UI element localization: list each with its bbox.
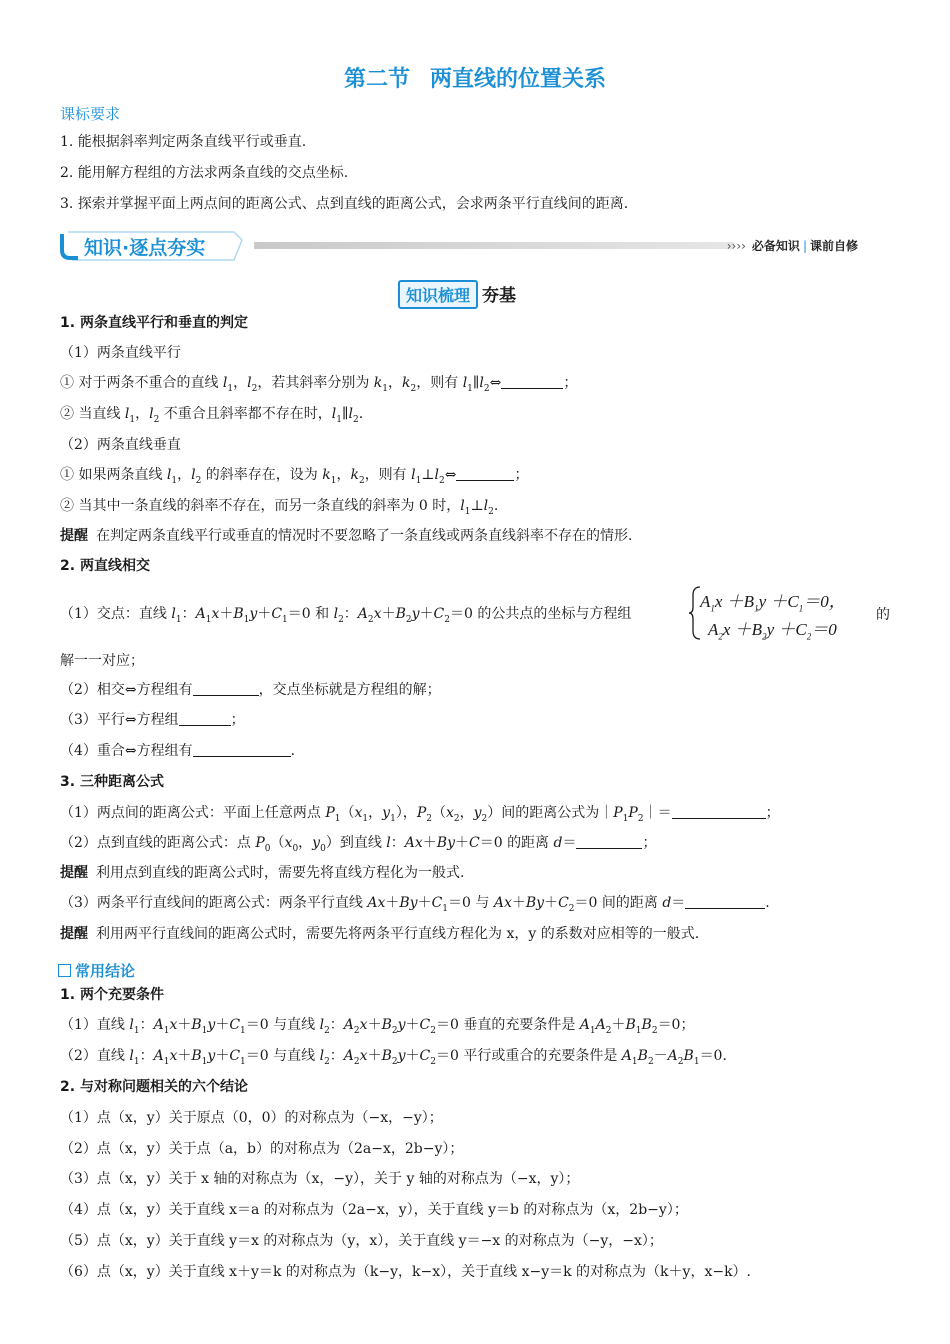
blank-coincide[interactable] xyxy=(193,742,291,757)
banner-divider xyxy=(254,242,734,249)
symmetry-item-4: （4）点（x，y）关于直线 x＝a 的对称点为（2a−x，y），关于直线 y＝b 的对称点为（x，2b−y）； xyxy=(60,1202,688,1218)
tip-label: 提醒 xyxy=(60,528,88,544)
banner-right-label-1: 必备知识 xyxy=(751,239,800,253)
tip-label: 提醒 xyxy=(60,926,88,942)
kebiao-item-3: 3. 探索并掌握平面上两点间的距离公式、点到直线的距离公式，会求两条平行直线间的距离. xyxy=(60,196,629,212)
sub-banner xyxy=(398,280,516,308)
s2-p1-cont: 解一一对应； xyxy=(60,653,144,669)
s3-heading: 3. 三种距离公式 xyxy=(60,774,164,790)
title-topic: 两直线的位置关系 xyxy=(430,67,607,92)
s2-p3: （3）平行⇔方程组 ； xyxy=(60,712,245,728)
s1-d: ② 当其中一条直线的斜率不存在，而另一条直线的斜率为 0 时，$l_1\perp l_2$. xyxy=(60,498,499,517)
kebiao-heading: 课标要求 xyxy=(60,105,121,123)
common-c1: （1）直线 $l_1$：$A_1x+B_1y+C_1=0$ 与直线 $l_2$：$A_2x+B_2y+C_2=0$ 垂直的充要条件是 $A_1A_2+B_1B_2=0$； xyxy=(60,1017,695,1036)
s3-p1: （1）两点间的距离公式：平面上任意两点 $P_1(x_1$，$y_1$），$P_2(x_2$，$y_2$）间的距离公式为$|P_1P_2|=$ ； xyxy=(60,805,780,824)
s2-p1: （1）交点：直线 $l_1$：$A_1x+B_1y+C_1=0$ 和 $l_2$：$A_2x+B_2y+C_2=0$ 的公共点的坐标与方程组 xyxy=(60,606,632,625)
blank-perpendicular[interactable] xyxy=(456,466,514,481)
blank-intersect[interactable] xyxy=(193,681,259,696)
common-h2: 2. 与对称问题相关的六个结论 xyxy=(60,1079,248,1095)
banner-title: 知识·逐点夯实 xyxy=(84,237,206,259)
kebiao-item-1: 1. 能根据斜率判定两条直线平行或垂直. xyxy=(60,134,307,150)
equation-system xyxy=(688,585,873,641)
sub-banner-boxed: 知识梳理 xyxy=(398,280,478,309)
symmetry-item-6: （6）点（x，y）关于直线 x＋y＝k 的对称点为（k−y，k−x），关于直线 x−y＝k 的对称点为（k＋y，x−k）. xyxy=(60,1264,752,1280)
s1-a: ① 对于两条不重合的直线 $l_1$，$l_2$，若其斜率分别为 $k_1$，$k_2$，则有 $l_1\parallel l_2\Leftrightarrow$ ； xyxy=(60,375,578,394)
banner-separator: | xyxy=(802,239,807,253)
s3-p2: （2）点到直线的距离公式：点 $P_0(x_0$，$y_0$）到直线 l：Ax＋By＋C＝0 的距离 d＝ ； xyxy=(60,835,657,854)
blank-two-point-distance[interactable] xyxy=(672,804,766,819)
s1-p1: （1）两条直线平行 xyxy=(60,345,181,361)
s2-p1-de: 的 xyxy=(876,607,890,623)
page-title xyxy=(0,62,950,93)
s3-p3: （3）两条平行直线间的距离公式：两条平行直线 $Ax+By+C_1=0$ 与 $Ax+By+C_2=0$ 间的距离 d＝ . xyxy=(60,895,770,914)
blank-point-line-distance[interactable] xyxy=(576,834,642,849)
title-section: 第二节 xyxy=(343,67,410,92)
s1-p2: （2）两条直线垂直 xyxy=(60,437,181,453)
sub-banner-plain: 夯基 xyxy=(482,286,517,306)
symmetry-item-2: （2）点（x，y）关于点（a，b）的对称点为（2a−x，2b−y）； xyxy=(60,1141,464,1157)
blank-parallel[interactable] xyxy=(501,374,563,389)
common-heading: 常用结论 xyxy=(58,960,135,981)
blank-parallel-distance[interactable] xyxy=(685,894,765,909)
symmetry-item-3: （3）点（x，y）关于 x 轴的对称点为（x，−y），关于 y 轴的对称点为（−x，y）； xyxy=(60,1171,580,1187)
equation-1: $A_1x +B_1y +C_1=0$， xyxy=(700,592,846,614)
s2-p2: （2）相交⇔方程组有 ，交点坐标就是方程组的解； xyxy=(60,682,441,698)
checkbox-square-icon xyxy=(58,964,71,977)
section-banner xyxy=(58,228,898,264)
s1-c: ① 如果两条直线 $l_1$，$l_2$ 的斜率存在，设为 $k_1$，$k_2$，则有 $l_1\perp l_2\Leftrightarrow$ ； xyxy=(60,467,529,486)
s2-p4: （4）重合⇔方程组有 . xyxy=(60,743,296,759)
symmetry-item-1: （1）点（x，y）关于原点（0，0）的对称点为（−x，−y）； xyxy=(60,1110,443,1126)
s2-heading: 2. 两直线相交 xyxy=(60,558,150,574)
kebiao-item-2: 2. 能用解方程组的方法求两条直线的交点坐标. xyxy=(60,165,349,181)
banner-right xyxy=(727,237,858,254)
banner-tag xyxy=(58,230,244,260)
equation-2: $A_2x +B_2y +C_2=0$ xyxy=(708,620,837,642)
s3-tip2: 提醒 利用两平行直线间的距离公式时，需要先将两条平行直线方程化为 x，y 的系数对应相等的一般式. xyxy=(60,926,700,942)
symmetry-item-5: （5）点（x，y）关于直线 y＝x 的对称点为（y，x），关于直线 y＝−x 的对称点为（−y，−x）； xyxy=(60,1233,663,1249)
banner-right-label-2: 课前自修 xyxy=(809,239,858,253)
chevrons-icon: ›››› xyxy=(726,239,746,253)
s3-tip1: 提醒 利用点到直线的距离公式时，需要先将直线方程化为一般式. xyxy=(60,865,465,881)
s1-tip: 提醒 在判定两条直线平行或垂直的情况时不要忽略了一条直线或两条直线斜率不存在的情形. xyxy=(60,528,633,544)
tip-label: 提醒 xyxy=(60,865,88,881)
s1-heading: 1. 两条直线平行和垂直的判定 xyxy=(60,315,248,331)
blank-parallel-system[interactable] xyxy=(179,711,231,726)
common-h1: 1. 两个充要条件 xyxy=(60,987,164,1003)
s1-b: ② 当直线 $l_1$，$l_2$ 不重合且斜率都不存在时，$l_1\parallel l_2$. xyxy=(60,406,364,425)
common-c2: （2）直线 $l_1$：$A_1x+B_1y+C_1=0$ 与直线 $l_2$：$A_2x+B_2y+C_2=0$ 平行或重合的充要条件是 $A_1B_2-A_2B_1=0$. xyxy=(60,1048,727,1067)
